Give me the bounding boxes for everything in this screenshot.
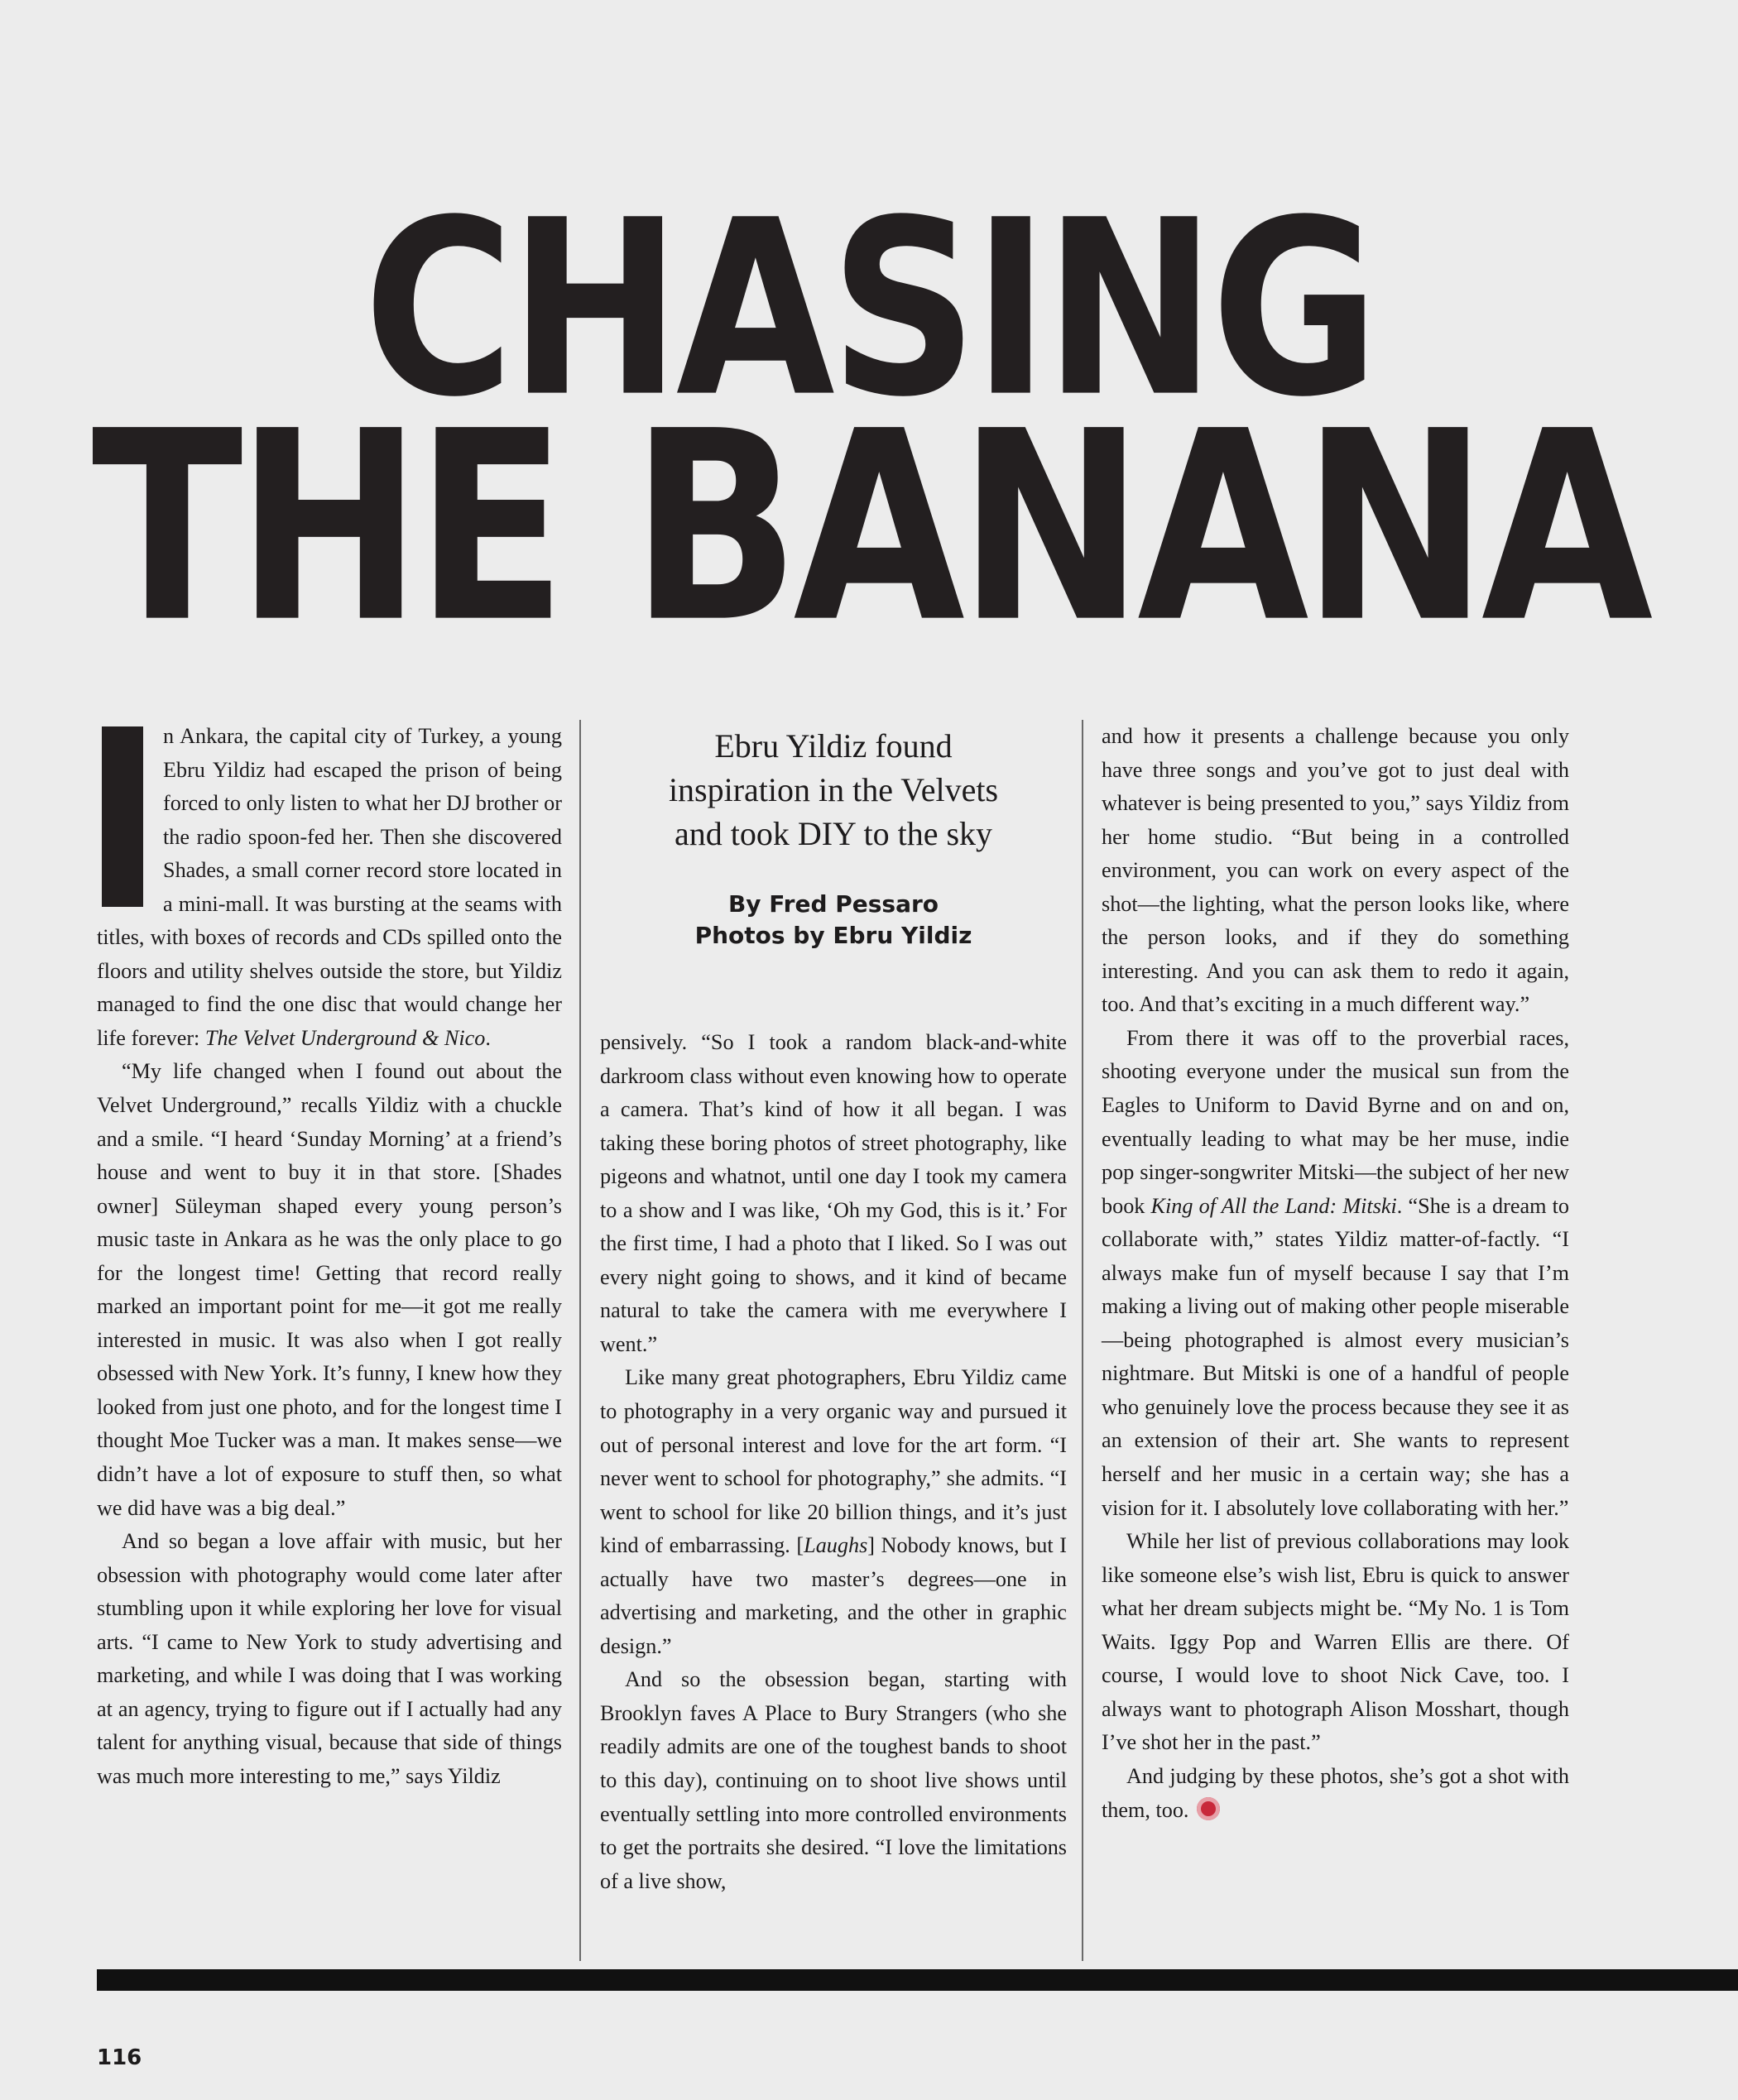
column-divider [1082, 720, 1083, 1961]
paragraph: And judging by these photos, she’s got a shot with them, too. [1102, 1763, 1569, 1822]
headline-line-2: THE BANANA [91, 376, 1647, 681]
column-divider [579, 720, 581, 1961]
book-title: King of All the Land: Mitski [1150, 1193, 1397, 1218]
drop-cap [102, 726, 143, 907]
headline-line-1: CHASING [363, 169, 1375, 451]
byline-author: By Fred Pessaro [727, 890, 939, 918]
paragraph: And so began a love affair with music, but her obsession with photography would come later after stumbling upon it while exploring her love for visual arts. “I came to New York to study advertising and marketing, and while I was doing that I was working at an agency, trying to figure out if I actually had any talent for anything visual, because that side of things was much more interesting to me,” says Yildiz [97, 1529, 562, 1788]
paragraph: pensively. “So I took a random black-and-white darkroom class without even knowing how to operate a camera. That’s kind of how it all began. I was taking these boring photos of street photography, like pigeons and whatnot, until one day I took my camera to a show and I was like, ‘Oh my God, this is it.’ For the first time, I had a photo that I liked. So I was out every night going to shows, and it kind of became natural to take the camera with me everywhere I went.” [600, 1030, 1067, 1356]
paragraph: “My life changed when I found out about the Velvet Underground,” recalls Yildiz with a chuckle and a smile. “I heard ‘Sunday Morning’ at a friend’s house and went to buy it in that store. [Shades owner] Süleyman shaped every young person’s music taste in Ankara as he was the only place to go for the longest time! Getting that record really marked an important point for me—it got me really interested in music. It was also when I got really obsessed with New York. It’s funny, I knew how they looked from just one photo, and for the longest time I thought Moe Tucker was a man. It makes sense—we didn’t have a lot of exposure to stuff then, so what we did have was a big deal.” [97, 1059, 562, 1520]
paragraph: And so the obsession began, starting with Brooklyn faves A Place to Bury Strangers (who she readily admits are one of the toughest bands to shoot to this day), continuing on to shoot live shows until eventually settling into more controlled environments to get the portraits she desired. “I love the limitations of a live show, [600, 1667, 1067, 1893]
paragraph: Like many great photographers, Ebru Yildiz came to photography in a very organic way and pursued it out of personal interest and love for the art form. “I never went to school for photography,” she admits. “I went to school for like 20 billion things, and it’s just kind of embarrassing. [Laughs] Nobody knows, but I actually have two master’s degrees—one in advertising and marketing, and the other in graphic design.” [600, 1365, 1067, 1658]
footer-bar [97, 1969, 1738, 1991]
page-number: 116 [97, 2045, 142, 2070]
deck-and-byline [600, 720, 1067, 952]
paragraph: n Ankara, the capital city of Turkey, a young Ebru Yildiz had escaped the prison of being forced to only listen to what her DJ brother or the radio spoon-fed her. Then she discovered Shades, a small corner record store located in a mini-mall. It was bursting at the seams with titles, with boxes of records and CDs spilled onto the floors and utility shelves outside the store, but Yildiz managed to find the one disc that would change her life forever: The Velvet Underground & Nico. [97, 724, 562, 1050]
magazine-logo-icon [1197, 1797, 1220, 1820]
byline [600, 889, 1067, 952]
deck: Ebru Yildiz found inspiration in the Velvets and took DIY to the sky [668, 727, 999, 852]
article-column-3 [1102, 720, 1569, 1827]
album-title: The Velvet Underground & Nico [204, 1025, 486, 1050]
article-column-2 [600, 1026, 1067, 1898]
paragraph: and how it presents a challenge because you only have three songs and you’ve got to just deal with whatever is being presented to you,” says Yildiz from her home studio. “But being in a controlled environment, you can work on every aspect of the shot—the lighting, what the person looks like, where the person looks, and if they do something interesting. And you can ask them to redo it again, too. And that’s exciting in a much different way.” [1102, 724, 1569, 1017]
article-column-1 [97, 720, 562, 1794]
paragraph: While her list of previous collaborations may look like someone else’s wish list, Ebru is quick to answer what her dream subjects might be. “My No. 1 is Tom Waits. Iggy Pop and Warren Ellis are there. Of course, I would love to shoot Nick Cave, too. I always want to photograph Alison Mosshart, though I’ve shot her in the past.” [1102, 1529, 1569, 1755]
paragraph: From there it was off to the proverbial races, shooting everyone under the musical sun from the Eagles to Uniform to David Byrne and on and on, eventually leading to what may be her muse, indie pop singer-songwriter Mitski—the subject of her new book King of All the Land: Mitski. “She is a dream to collaborate with,” states Yildiz matter-of-factly. “I always make fun of myself because I say that I’m making a living out of making other people miserable—being photographed is almost every musician’s nightmare. But Mitski is one of a handful of people who genuinely love the process because they see it as an extension of their art. She wants to represent herself and her music in a certain way; she has a vision for it. I absolutely love collaborating with her.” [1102, 1025, 1569, 1520]
byline-photos: Photos by Ebru Yildiz [694, 922, 972, 949]
